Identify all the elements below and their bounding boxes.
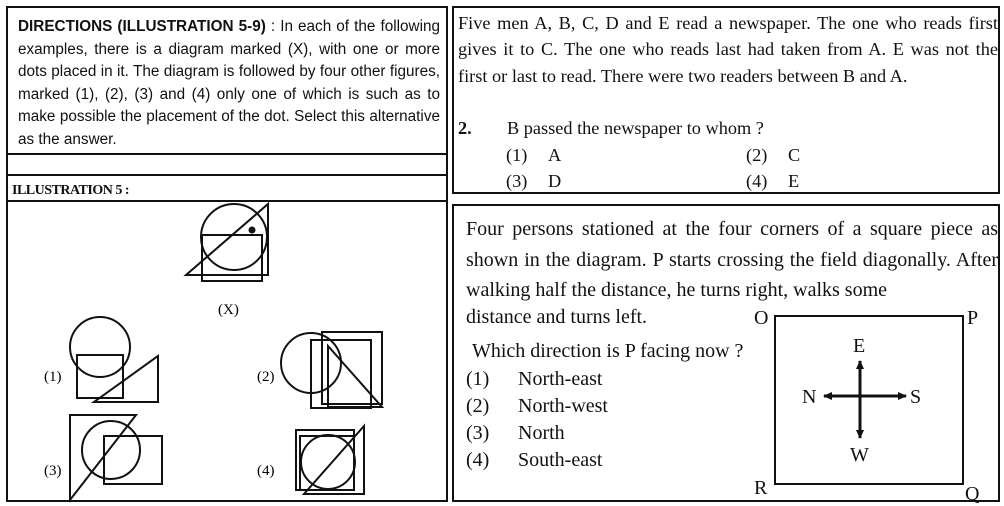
option-number: (3) — [466, 422, 490, 444]
figure-4-label: (4) — [257, 463, 275, 479]
compass-label-e: E — [853, 335, 866, 357]
compass-label-w: W — [850, 444, 869, 466]
question-number: 2. — [458, 118, 472, 138]
question-2-panel — [452, 204, 1000, 505]
option-text: South-east — [518, 449, 603, 471]
dot-marker — [249, 227, 256, 234]
compass-label-n: N — [802, 386, 817, 408]
illustration-title: ILLUSTRATION 5 : — [12, 183, 129, 198]
directions-panel — [6, 6, 448, 502]
figure-3-label: (3) — [44, 463, 62, 479]
figure-2-label: (2) — [257, 369, 275, 385]
figure-2 — [281, 332, 382, 408]
option-number: (1) — [466, 368, 490, 390]
question-text: Which direction is P facing now ? — [472, 340, 744, 362]
question-text: B passed the newspaper to whom ? — [507, 118, 764, 138]
figure-1-label: (1) — [44, 369, 62, 385]
figure-4 — [296, 426, 364, 494]
option-text: North-west — [518, 395, 608, 417]
directions-body: : In each of the following examples, there is a diagram marked (X), with one or more dots placed in it. The diagram is followed by four other figures, marked (1), (2), (3) and (4) only one of which is such as to make possible the placement of the dot. Select this alternative as the answer. — [18, 18, 440, 148]
figure-3 — [70, 415, 162, 500]
square-field-diagram — [754, 304, 996, 505]
figures-area — [8, 200, 446, 500]
option-number: (4) — [746, 171, 768, 191]
directions-heading: DIRECTIONS (ILLUSTRATION 5-9) — [18, 18, 266, 35]
figure-x — [186, 204, 268, 281]
option-text: A — [548, 145, 562, 165]
option-text: C — [788, 145, 801, 165]
option-number: (2) — [746, 145, 768, 165]
question-2-paragraph: Four persons stationed at the four corners of a square piece as shown in the diagram. P starts crossing the field diagonally. After walking half the distance, he turns right, walks some — [466, 218, 998, 301]
divider — [8, 153, 446, 155]
option-text: North — [518, 422, 565, 444]
divider — [8, 174, 446, 176]
corner-label-r: R — [754, 477, 768, 499]
compass-label-s: S — [910, 386, 922, 408]
figure-1 — [70, 317, 158, 402]
option-number: (3) — [506, 171, 528, 191]
option-text: E — [788, 171, 800, 191]
question-1-paragraph: Five men A, B, C, D and E read a newspaper. The one who reads first gives it to C. The one who reads last had taken from A. E was not the first or last to read. There were two readers between B and A. — [458, 13, 998, 86]
option-text: D — [548, 171, 562, 191]
question-2-paragraph-end: distance and turns left. — [466, 306, 648, 328]
option-text: North-east — [518, 368, 603, 390]
corner-label-q: Q — [965, 483, 980, 505]
option-number: (4) — [466, 449, 490, 471]
option-number: (2) — [466, 395, 490, 417]
option-number: (1) — [506, 145, 528, 165]
corner-label-o: O — [754, 307, 769, 329]
corner-label-p: P — [967, 307, 979, 329]
directions-text — [18, 16, 440, 152]
question-1-panel — [452, 6, 1000, 194]
figure-x-label: (X) — [218, 302, 239, 318]
